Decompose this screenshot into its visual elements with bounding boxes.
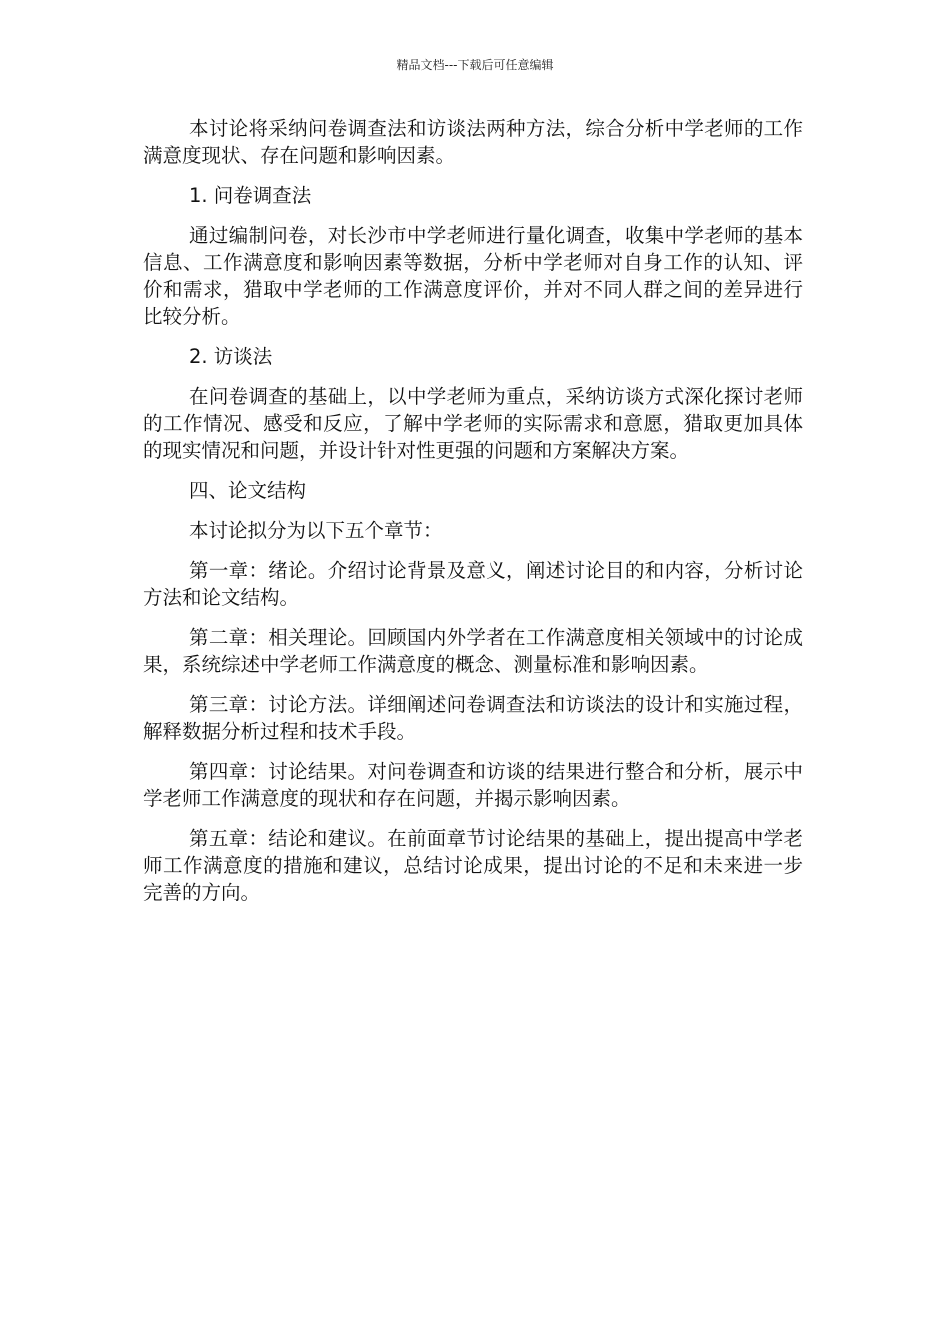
paragraph-chapter-3: 第三章：讨论方法。详细阐述问卷调查法和访谈法的设计和实施过程，解释数据分析过程和技术手段。 (143, 693, 803, 743)
paragraph-questionnaire: 通过编制问卷，对长沙市中学老师进行量化调查，收集中学老师的基本信息、工作满意度和影响因素等数据，分析中学老师对自身工作的认知、评价和需求，猎取中学老师的工作满意度评价，并对不同人群之间的差异进行比较分析。 (143, 224, 803, 328)
document-body (143, 115, 803, 919)
paragraph-chapter-4: 第四章：讨论结果。对问卷调查和访谈的结果进行整合和分析，展示中学老师工作满意度的现状和存在问题，并揭示影响因素。 (143, 760, 803, 810)
paragraph-chapter-1: 第一章：绪论。介绍讨论背景及意义，阐述讨论目的和内容，分析讨论方法和论文结构。 (143, 559, 803, 609)
paragraph-interview: 在问卷调查的基础上，以中学老师为重点，采纳访谈方式深化探讨老师的工作情况、感受和反应，了解中学老师的实际需求和意愿，猎取更加具体的现实情况和问题，并设计针对性更强的问题和方案解决方案。 (143, 385, 803, 462)
paragraph-chapter-5: 第五章：结论和建议。在前面章节讨论结果的基础上，提出提高中学老师工作满意度的措施和建议，总结讨论成果，提出讨论的不足和未来进一步完善的方向。 (143, 827, 803, 904)
section-heading-questionnaire: 1. 问卷调查法 (189, 184, 312, 207)
section-heading-interview: 2. 访谈法 (189, 345, 273, 368)
paragraph-intro: 本讨论将采纳问卷调查法和访谈法两种方法，综合分析中学老师的工作满意度现状、存在问题和影响因素。 (143, 117, 803, 167)
page-header: 精品文档---下载后可任意编辑 (396, 58, 554, 72)
section-heading-structure: 四、论文结构 (189, 479, 307, 502)
paragraph-chapter-2: 第二章：相关理论。回顾国内外学者在工作满意度相关领域中的讨论成果，系统综述中学老师工作满意度的概念、测量标准和影响因素。 (143, 626, 803, 676)
paragraph-structure-intro: 本讨论拟分为以下五个章节： (189, 519, 443, 542)
